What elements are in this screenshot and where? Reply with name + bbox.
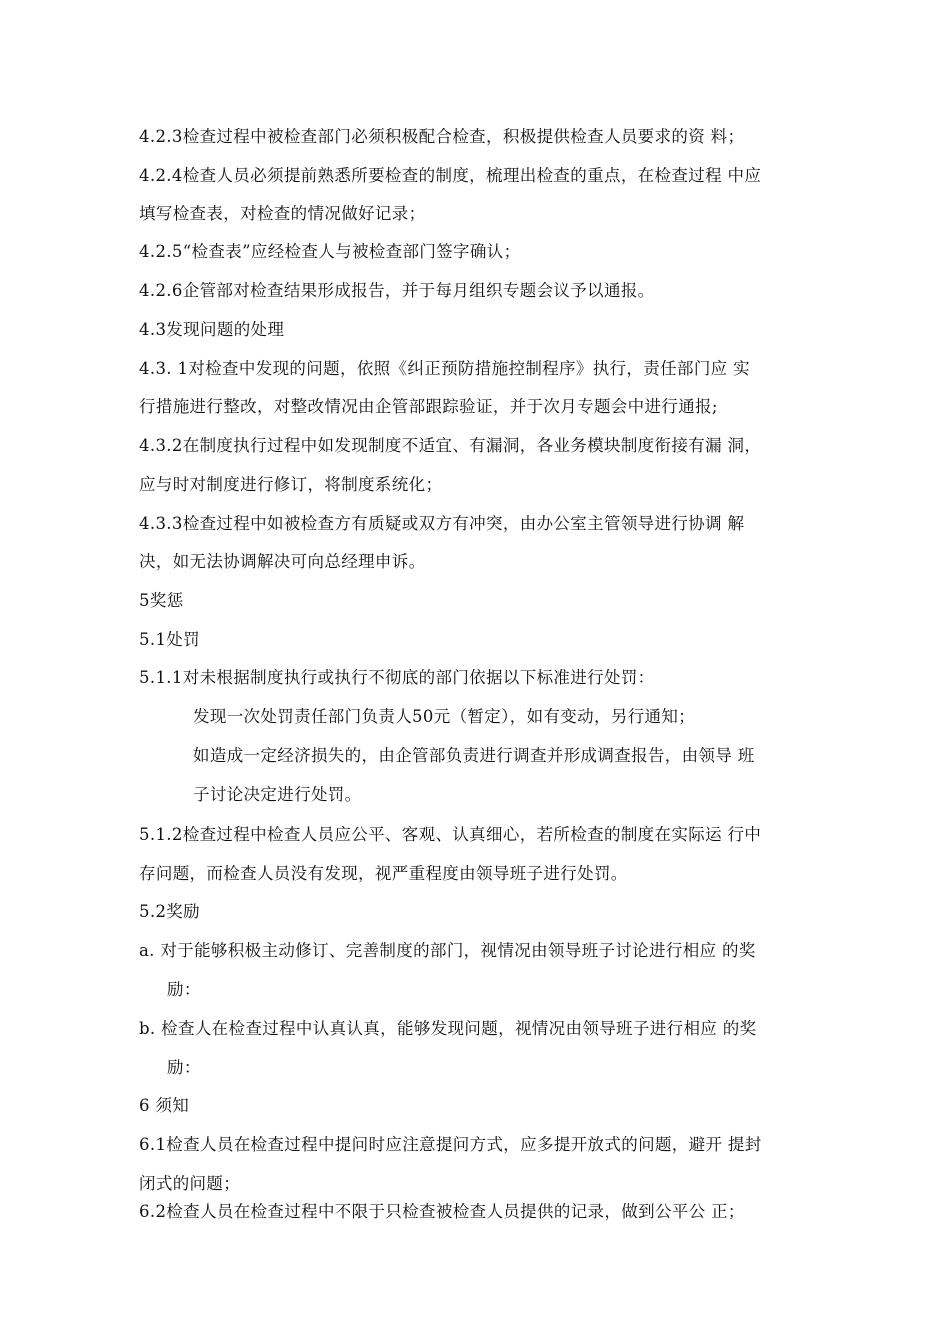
paragraph-line: 5.1.1对未根据制度执行或执行不彻底的部门依据以下标准进行处罚： bbox=[139, 668, 655, 687]
section-heading: 4.3发现问题的处理 bbox=[139, 320, 285, 339]
section-heading: 5奖惩 bbox=[139, 591, 184, 610]
section-heading: 6 须知 bbox=[139, 1096, 190, 1115]
list-item-line: 励： bbox=[167, 980, 201, 999]
paragraph-line: 6.1检查人员在检查过程中提问时应注意提问方式，应多提开放式的问题，避开 提封 bbox=[139, 1135, 762, 1154]
paragraph-line: 4.3. 1对检查中发现的问题，依照《纠正预防措施控制程序》执行，责任部门应 实 bbox=[139, 359, 750, 378]
paragraph-line: 存问题，而检查人员没有发现，视严重程度由领导班子进行处罚。 bbox=[139, 864, 628, 883]
paragraph-line: 4.2.6企管部对检查结果形成报告，并于每月组织专题会议予以通报。 bbox=[139, 281, 655, 300]
paragraph-line: 应与时对制度进行修订，将制度系统化； bbox=[139, 475, 443, 494]
list-item-line: a. 对于能够积极主动修订、完善制度的部门，视情况由领导班子讨论进行相应 的奖 bbox=[139, 941, 756, 960]
paragraph-line: 6.2检查人员在检查过程中不限于只检查被检查人员提供的记录，做到公平公 正； bbox=[139, 1202, 745, 1221]
paragraph-line: 行措施进行整改，对整改情况由企管部跟踪验证，并于次月专题会中进行通报; bbox=[139, 397, 718, 416]
section-heading: 5.2奖励 bbox=[139, 902, 200, 921]
indented-line: 如造成一定经济损失的，由企管部负责进行调查并形成调查报告，由领导 班 bbox=[193, 746, 755, 765]
paragraph-line: 4.2.4检查人员必须提前熟悉所要检查的制度，梳理出检查的重点，在检查过程 中应 bbox=[139, 166, 762, 185]
paragraph-line: 4.3.3检查过程中如被检查方有质疑或双方有冲突，由办公室主管领导进行协调 解 bbox=[139, 514, 745, 533]
paragraph-line: 决，如无法协调解决可向总经理申诉。 bbox=[139, 552, 426, 571]
paragraph-line: 闭式的问题； bbox=[139, 1174, 241, 1193]
section-heading: 5.1处罚 bbox=[139, 630, 200, 649]
paragraph-line: 5.1.2检查过程中检查人员应公平、客观、认真细心，若所检查的制度在实际运 行中 bbox=[139, 825, 762, 844]
indented-line: 子讨论决定进行处罚。 bbox=[193, 785, 362, 804]
paragraph-line: 4.2.5“检查表”应经检查人与被检查部门签字确认； bbox=[139, 242, 521, 261]
indented-line: 发现一次处罚责任部门负责人50元（暂定），如有变动，另行通知； bbox=[193, 707, 696, 726]
paragraph-line: 4.3.2在制度执行过程中如发现制度不适宜、有漏洞，各业务模块制度衔接有漏 洞， bbox=[139, 436, 762, 455]
list-item-line: b. 检查人在检查过程中认真认真，能够发现问题，视情况由领导班子进行相应 的奖 bbox=[139, 1019, 757, 1038]
paragraph-line: 填写检查表，对检查的情况做好记录； bbox=[139, 204, 426, 223]
paragraph-line: 4.2.3检查过程中被检查部门必须积极配合检查，积极提供检查人员要求的资 料； bbox=[139, 127, 745, 146]
list-item-line: 励： bbox=[167, 1058, 201, 1077]
